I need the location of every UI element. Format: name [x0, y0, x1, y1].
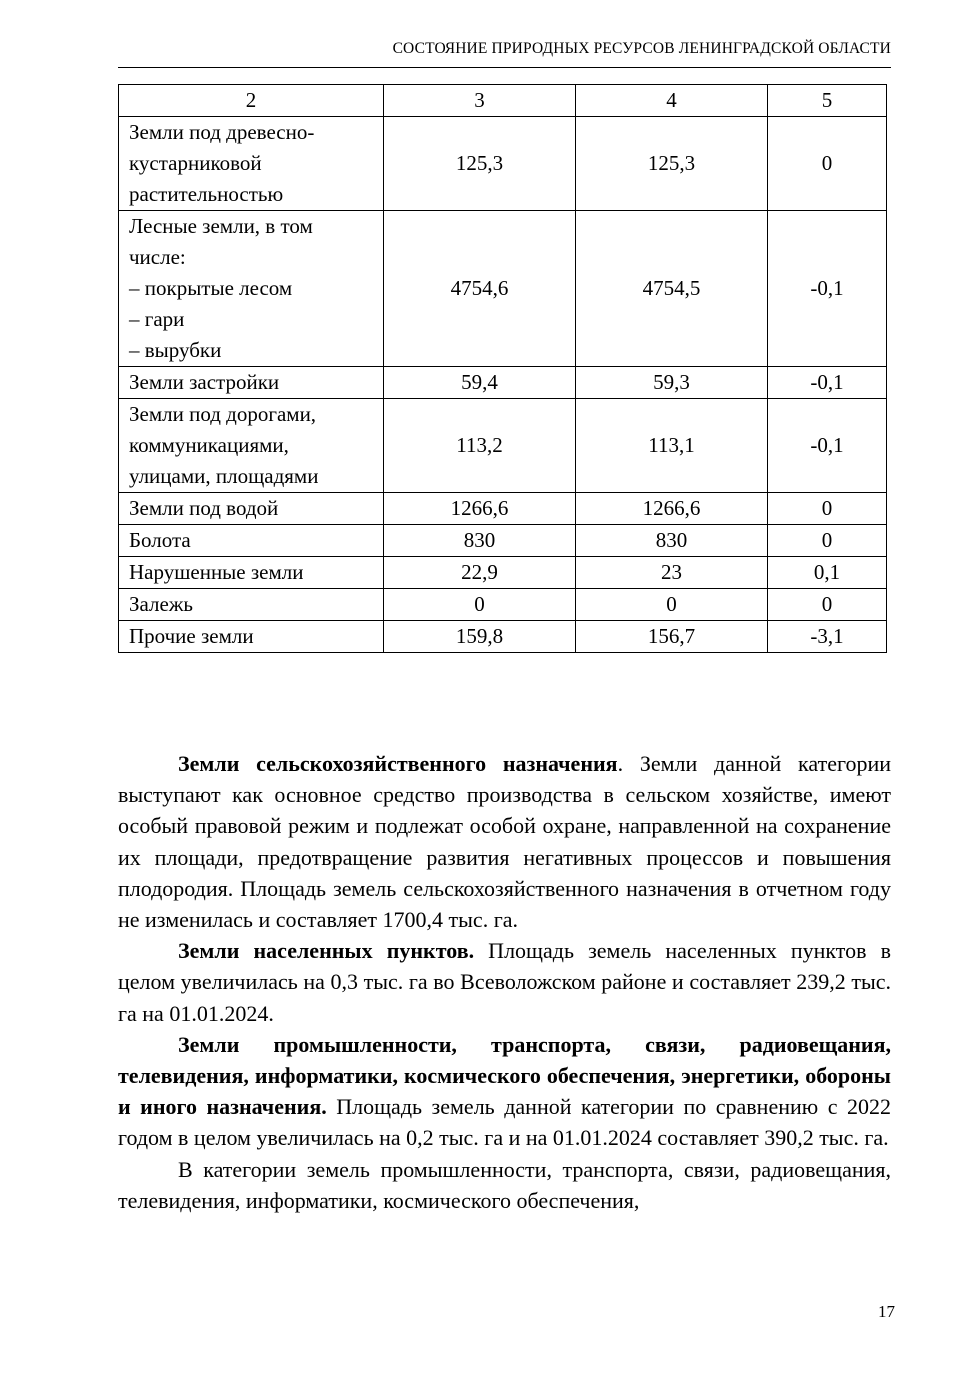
land-categories-table	[118, 84, 887, 653]
table-cell: 1266,6	[384, 493, 576, 525]
row-label-line: – гари	[129, 307, 185, 331]
table-cell: 0	[384, 589, 576, 621]
row-label-line: Прочие земли	[129, 624, 254, 648]
row-label-line: улицами, площадями	[129, 464, 319, 488]
table-cell: 156,7	[576, 621, 768, 653]
table-cell: -0,1	[768, 399, 887, 493]
column-header: 5	[768, 85, 887, 117]
row-label	[119, 621, 384, 653]
row-label-line: Земли под древесно-	[129, 120, 315, 144]
table-cell: 59,3	[576, 367, 768, 399]
row-label-line: – вырубки	[129, 338, 222, 362]
paragraph	[118, 1154, 891, 1216]
table-cell: 0	[768, 493, 887, 525]
table-cell: 0	[768, 589, 887, 621]
column-header: 3	[384, 85, 576, 117]
table-cell: 59,4	[384, 367, 576, 399]
table-cell: 1266,6	[576, 493, 768, 525]
table-cell: 4754,5	[576, 211, 768, 367]
table-cell: 4754,6	[384, 211, 576, 367]
running-header: СОСТОЯНИЕ ПРИРОДНЫХ РЕСУРСОВ ЛЕНИНГРАДСКОЙ ОБЛАСТИ	[392, 40, 891, 57]
row-label-line: Болота	[129, 528, 191, 552]
paragraph-text: Площадь земель данной категории по сравнению с 2022 годом в целом увеличилась на 0,2 тыс. га и на 01.01.2024 составляет 390,2 тыс. га.	[118, 1094, 891, 1151]
row-label-line: Лесные земли, в том	[129, 214, 313, 238]
table-cell: -0,1	[768, 367, 887, 399]
table-row	[119, 367, 887, 399]
row-label	[119, 367, 384, 399]
row-label-line: коммуникациями,	[129, 433, 289, 457]
table-header-row	[119, 85, 887, 117]
row-label-line: растительностью	[129, 182, 284, 206]
table-cell: 0	[768, 117, 887, 211]
body-text	[118, 748, 891, 1216]
table-row	[119, 211, 887, 367]
row-label	[119, 557, 384, 589]
table-row	[119, 525, 887, 557]
row-label	[119, 525, 384, 557]
table-cell: 159,8	[384, 621, 576, 653]
table-row	[119, 621, 887, 653]
row-label	[119, 493, 384, 525]
table-cell: 113,1	[576, 399, 768, 493]
table-cell: 125,3	[384, 117, 576, 211]
table-cell: -3,1	[768, 621, 887, 653]
paragraph-text: Площадь земель населенных пунктов в целом увеличилась на 0,3 тыс. га во Всеволожском районе и составляет 239,2 тыс. га на 01.01.2024.	[118, 938, 891, 1026]
table-cell: 23	[576, 557, 768, 589]
paragraph-text: . Земли данной категории выступают как основное средство производства в сельском хозяйстве, имеют особый правовой режим и подлежат особой охране, направленной на сохранение их площади, предотвращение развития негативных процессов и повышения плодородия. Площадь земель сельскохозяйственного назначения в отчетном году не изменилась и составляет 1700,4 тыс. га.	[118, 751, 891, 933]
paragraph-text: В категории земель промышленности, транспорта, связи, радиовещания, телевидения, информатики, космического обеспечения,	[118, 1156, 891, 1213]
table-cell: 0,1	[768, 557, 887, 589]
table-cell: 125,3	[576, 117, 768, 211]
paragraph	[118, 935, 891, 1029]
table-cell: 830	[576, 525, 768, 557]
paragraph-heading: Земли промышленности, транспорта, связи, радиовещания, телевидения, информатики, космического обеспечения, энергетики, обороны и иного назначения.	[118, 1031, 891, 1120]
header-rule	[118, 67, 891, 68]
row-label-line: – покрытые лесом	[129, 276, 293, 300]
paragraph-heading: Земли сельскохозяйственного назначения	[178, 751, 618, 776]
column-header: 4	[576, 85, 768, 117]
row-label-line: кустарниковой	[129, 151, 262, 175]
table-row	[119, 117, 887, 211]
table-row	[119, 557, 887, 589]
paragraph-heading: Земли населенных пунктов.	[178, 938, 475, 964]
table-cell: 22,9	[384, 557, 576, 589]
row-label-line: числе:	[129, 245, 186, 269]
row-label	[119, 211, 384, 367]
paragraph	[118, 748, 891, 935]
paragraph	[118, 1029, 891, 1154]
table-row	[119, 399, 887, 493]
column-header: 2	[119, 85, 384, 117]
table-cell: -0,1	[768, 211, 887, 367]
table-cell: 0	[768, 525, 887, 557]
table-row	[119, 493, 887, 525]
table-cell: 830	[384, 525, 576, 557]
table-cell: 0	[576, 589, 768, 621]
table-cell: 113,2	[384, 399, 576, 493]
row-label-line: Земли застройки	[129, 370, 280, 394]
row-label-line: Нарушенные земли	[129, 560, 304, 584]
row-label	[119, 117, 384, 211]
page-number: 17	[878, 1302, 895, 1321]
row-label	[119, 589, 384, 621]
table-row	[119, 589, 887, 621]
row-label-line: Залежь	[129, 592, 193, 616]
row-label-line: Земли под дорогами,	[129, 402, 317, 426]
row-label	[119, 399, 384, 493]
row-label-line: Земли под водой	[129, 496, 279, 520]
